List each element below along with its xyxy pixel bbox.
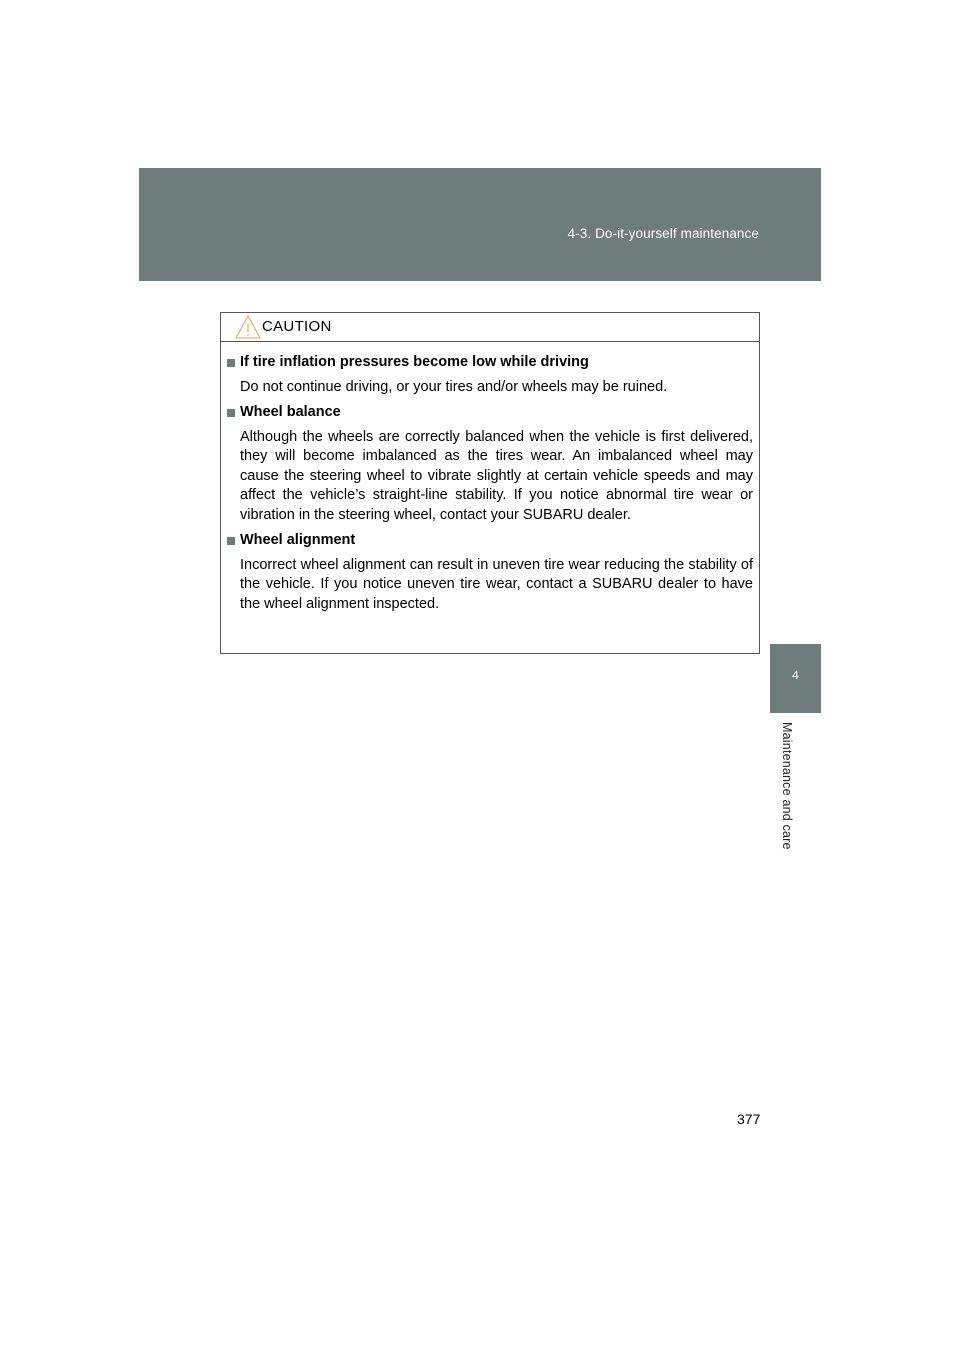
warning-triangle-icon bbox=[234, 314, 262, 340]
chapter-number: 4 bbox=[792, 668, 799, 682]
item-text: Although the wheels are correctly balanced when the vehicle is first delivered, they will become imbalanced as the tires wear. An imbalanced wheel may cause the steering wheel to vibrate slightly at certain vehicle speeds and may affect the vehicle’s straight-line stability. If you notice abnormal tire wear or vibration in the steering wheel, contact your SUBARU dealer. bbox=[240, 428, 753, 523]
chapter-label: Maintenance and care bbox=[780, 722, 794, 850]
header-band bbox=[139, 168, 821, 281]
section-title: 4-3. Do-it-yourself maintenance bbox=[567, 226, 759, 241]
bullet-square-icon bbox=[227, 537, 235, 545]
page-number: 377 bbox=[737, 1111, 761, 1127]
chapter-tab bbox=[770, 644, 821, 713]
caution-item bbox=[227, 353, 753, 397]
caution-item bbox=[227, 403, 753, 525]
caution-item bbox=[227, 531, 753, 614]
item-heading: If tire inflation pressures become low while driving bbox=[240, 354, 589, 370]
caution-title: CAUTION bbox=[262, 318, 332, 335]
item-text: Do not continue driving, or your tires and/or wheels may be ruined. bbox=[240, 378, 668, 395]
bullet-square-icon bbox=[227, 409, 235, 417]
item-heading: Wheel alignment bbox=[240, 532, 356, 548]
item-text: Incorrect wheel alignment can result in uneven tire wear reducing the stability of the vehicle. If you notice uneven tire wear, contact a SUBARU dealer to have the wheel alignment inspected. bbox=[240, 556, 753, 612]
bullet-square-icon bbox=[227, 359, 235, 367]
caution-box bbox=[220, 312, 760, 654]
item-heading: Wheel balance bbox=[240, 404, 341, 420]
caution-body bbox=[221, 342, 759, 614]
caution-header bbox=[221, 313, 759, 342]
